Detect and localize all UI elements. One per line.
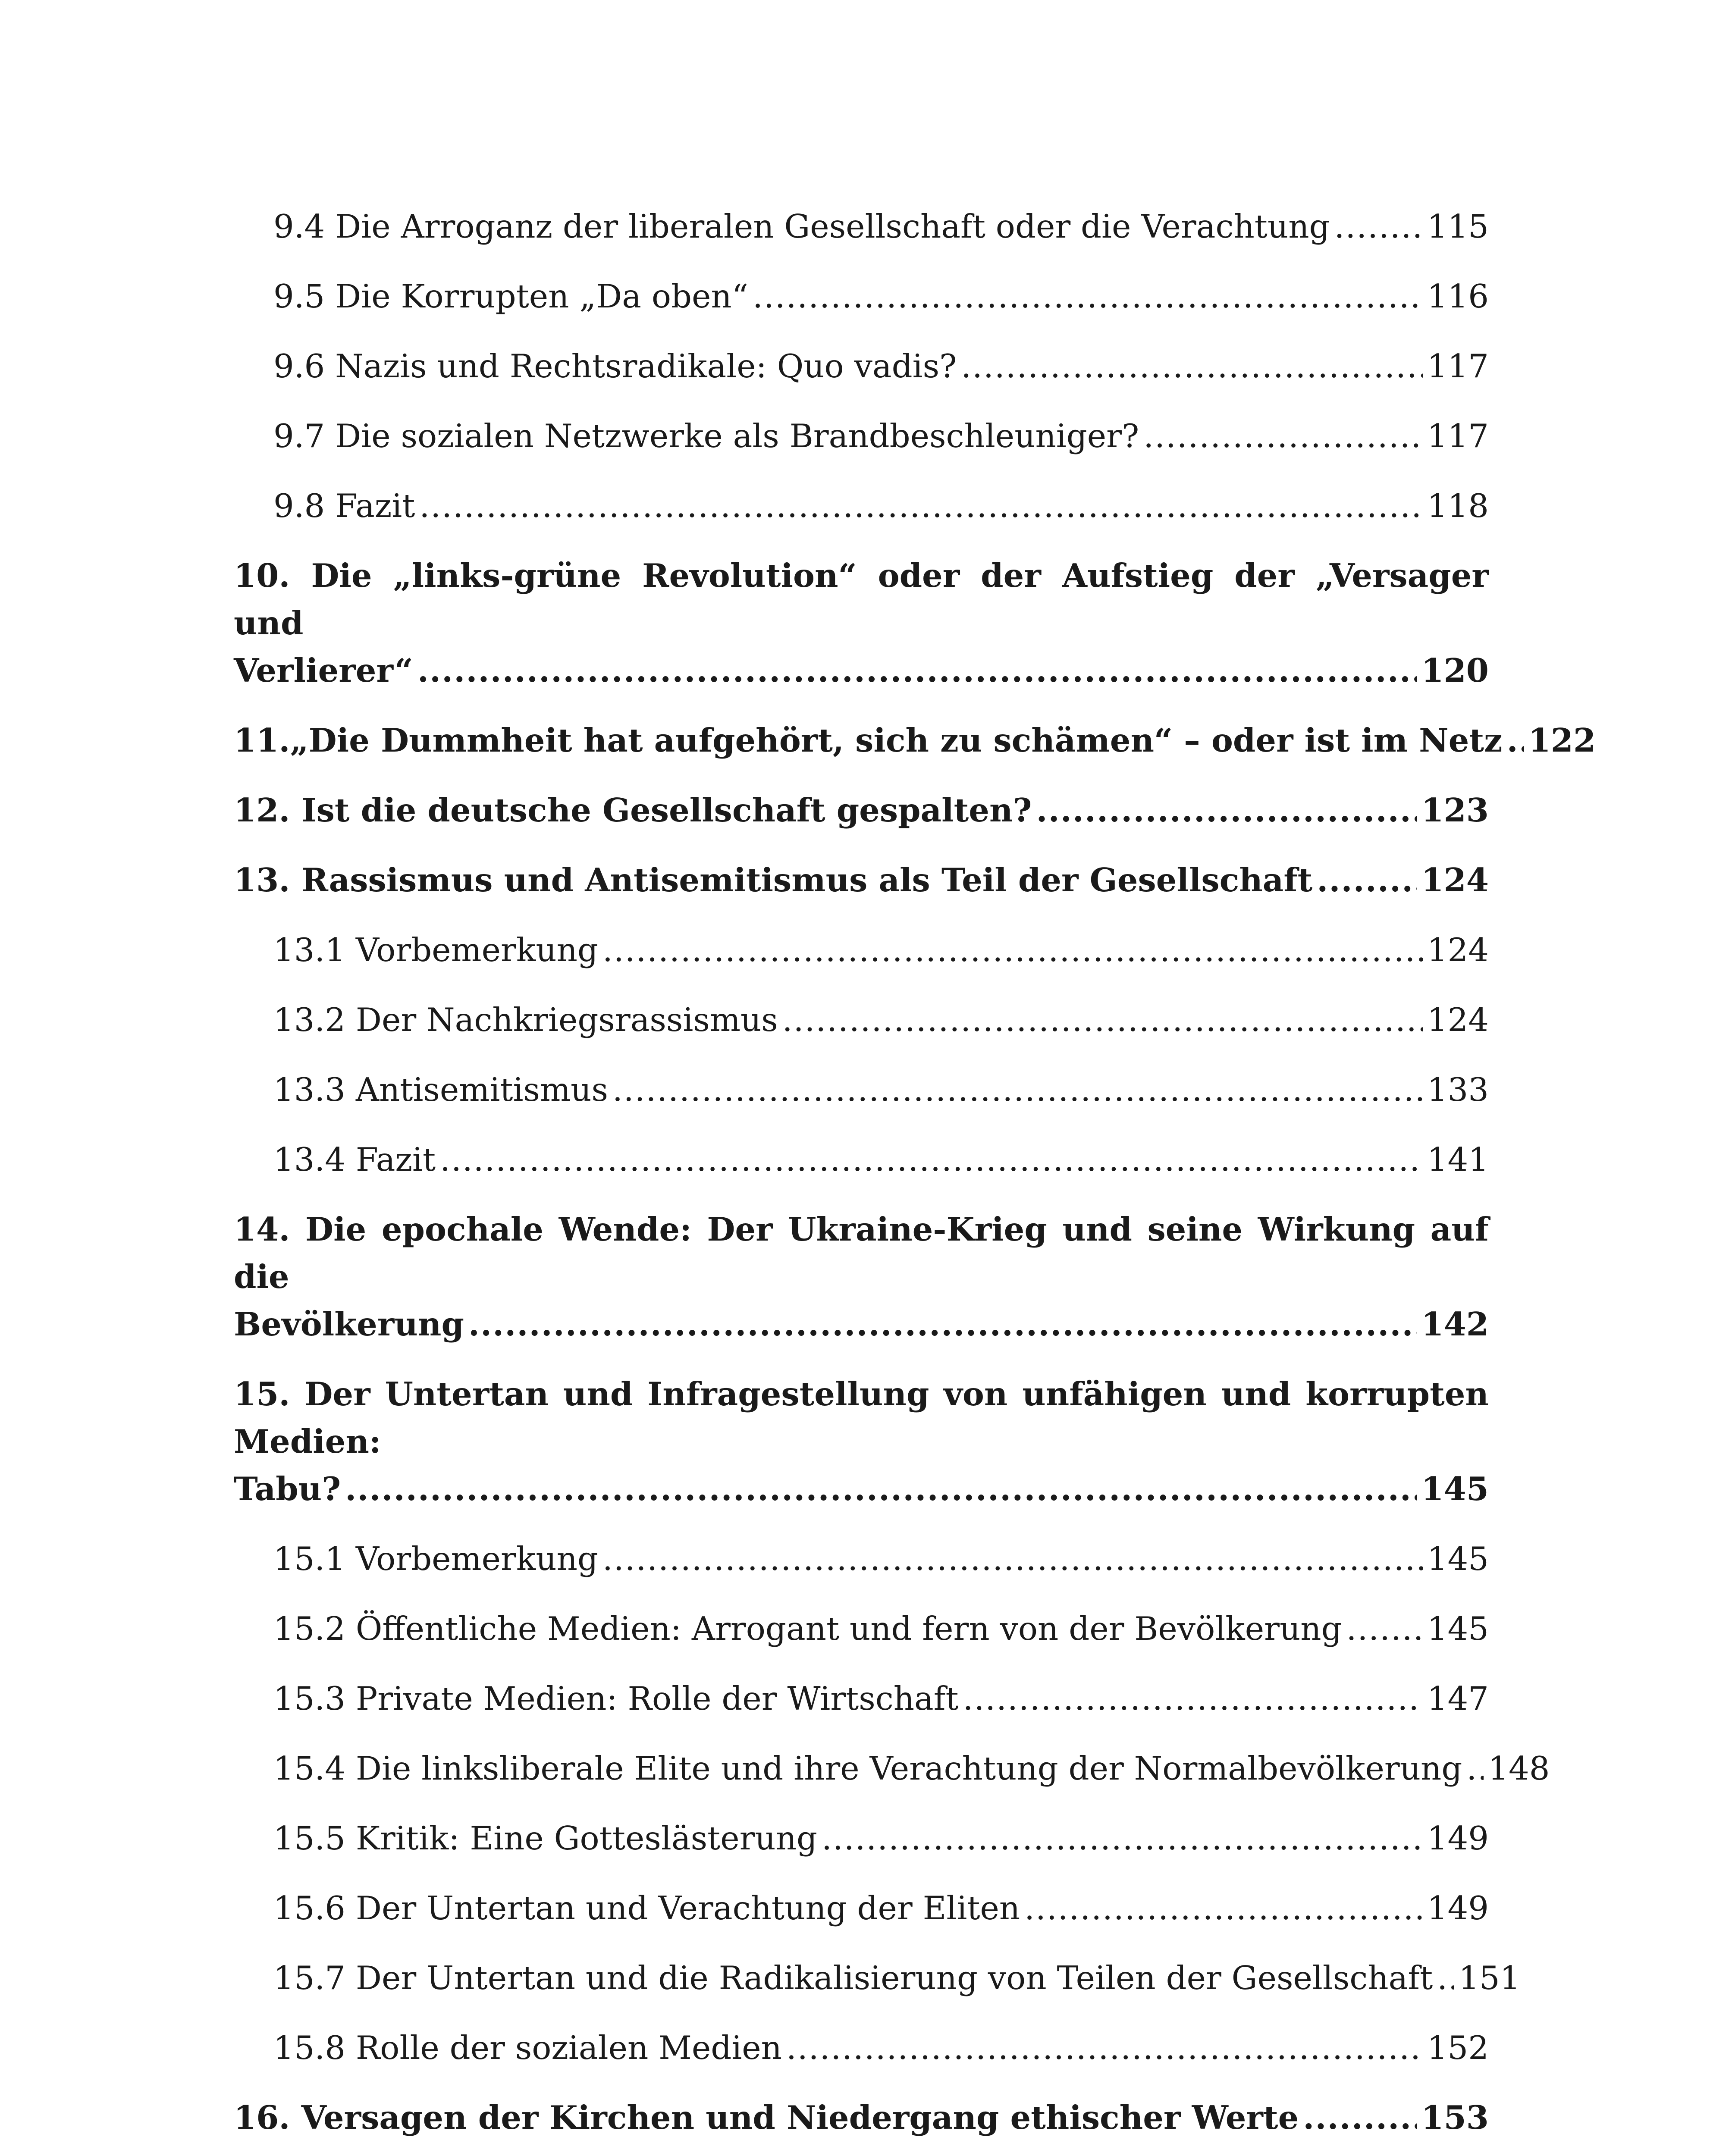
toc-entry-9-6[interactable] [234, 342, 1489, 390]
dot-leader [786, 2024, 1423, 2071]
toc-entry-page: 123 [1421, 791, 1489, 829]
dot-leader [419, 482, 1422, 530]
dot-leader [602, 1535, 1423, 1583]
toc-entry-page: 117 [1427, 347, 1489, 385]
toc-entry-11[interactable] [234, 717, 1596, 764]
toc-entry-15-6[interactable] [234, 1884, 1489, 1932]
toc-entry-page: 142 [1421, 1305, 1489, 1343]
toc-entry-9-8[interactable] [234, 482, 1489, 530]
toc-entry-title: 13.2 Der Nachkriegsrassismus [273, 1001, 778, 1039]
toc-entry-9-5[interactable] [234, 273, 1489, 320]
toc-entry-12[interactable] [234, 787, 1489, 834]
toc-entry-title-line2: Verlierer“ [234, 652, 413, 689]
toc-entry-page: 151 [1459, 1959, 1521, 1997]
toc-entry-15-8[interactable] [234, 2024, 1489, 2071]
dot-leader [1303, 2094, 1417, 2141]
dot-leader [602, 926, 1423, 974]
toc-entry-title-line1: 15. Der Untertan und Infragestellung von unfähigen und korrupten Medien: [234, 1375, 1489, 1460]
toc-entry-page: 120 [1421, 652, 1489, 689]
dot-leader [1507, 717, 1524, 764]
toc-entry-page: 133 [1427, 1071, 1489, 1109]
toc-entry-title: 9.5 Die Korrupten „Da oben“ [273, 277, 749, 315]
toc-entry-page: 149 [1427, 1819, 1489, 1857]
toc-entry-10[interactable] [234, 552, 1489, 694]
toc-entry-15-5[interactable] [234, 1814, 1489, 1862]
toc-entry-page: 124 [1427, 1001, 1489, 1039]
toc-entry-page: 145 [1421, 1470, 1489, 1508]
toc-entry-title: 13.4 Fazit [273, 1141, 436, 1178]
toc-entry-page: 148 [1488, 1749, 1550, 1787]
toc-entry-page: 147 [1427, 1680, 1489, 1717]
toc-entry-page: 124 [1427, 931, 1489, 969]
toc-entry-title: 13.3 Antisemitismus [273, 1071, 608, 1109]
toc-entry-page: 115 [1427, 207, 1489, 245]
toc-entry-title: 9.8 Fazit [273, 487, 415, 525]
dot-leader [440, 1136, 1423, 1183]
toc-entry-title: 15.4 Die linksliberale Elite und ihre Verachtung der Normalbevölkerung [273, 1749, 1462, 1787]
toc-entry-title: 16. Versagen der Kirchen und Niedergang ethischer Werte [234, 2099, 1299, 2137]
toc-entry-page: 149 [1427, 1889, 1489, 1927]
toc-entry-14[interactable] [234, 1206, 1489, 1348]
dot-leader [1036, 787, 1417, 834]
toc-entry-13-2[interactable] [234, 996, 1489, 1044]
toc-entry-title-line2: Bevölkerung [234, 1305, 464, 1343]
dot-leader [1346, 1605, 1423, 1652]
toc-entry-page: 122 [1528, 721, 1596, 759]
dot-leader [417, 647, 1417, 694]
toc-entry-13-3[interactable] [234, 1066, 1489, 1113]
toc-entry-9-7[interactable] [234, 412, 1489, 460]
toc-entry-15-4[interactable] [234, 1745, 1550, 1792]
toc-entry-title-line1: 10. Die „links-grüne Revolution“ oder der Aufstieg der „Versager und [234, 557, 1489, 642]
dot-leader [1317, 856, 1417, 904]
dot-leader [1437, 1954, 1454, 2002]
dot-leader [822, 1814, 1423, 1862]
toc-entry-title: 12. Ist die deutsche Gesellschaft gespalten? [234, 791, 1032, 829]
toc-entry-15-2[interactable] [234, 1605, 1489, 1652]
toc-entry-13-1[interactable] [234, 926, 1489, 974]
toc-entry-9-4[interactable] [234, 203, 1489, 250]
toc-entry-16[interactable] [234, 2094, 1489, 2141]
dot-leader [468, 1300, 1417, 1348]
table-of-contents [234, 203, 1596, 2156]
dot-leader [1466, 1745, 1484, 1792]
dot-leader [1143, 412, 1423, 460]
toc-entry-page: 116 [1427, 277, 1489, 315]
dot-leader [753, 273, 1423, 320]
toc-entry-page: 145 [1427, 1540, 1489, 1578]
toc-entry-15[interactable] [234, 1370, 1489, 1513]
toc-entry-title: 11.„Die Dummheit hat aufgehört, sich zu schämen“ – oder ist im Netz [234, 721, 1503, 759]
toc-entry-page: 117 [1427, 417, 1489, 455]
toc-entry-page: 153 [1421, 2099, 1489, 2137]
dot-leader [345, 1465, 1417, 1513]
toc-entry-title: 13. Rassismus und Antisemitismus als Teil der Gesellschaft [234, 861, 1313, 899]
toc-entry-15-1[interactable] [234, 1535, 1489, 1583]
dot-leader [782, 996, 1423, 1044]
toc-entry-title: 15.8 Rolle der sozialen Medien [273, 2029, 782, 2067]
dot-leader [963, 1675, 1423, 1722]
dot-leader [612, 1066, 1423, 1113]
toc-entry-title: 9.4 Die Arroganz der liberalen Gesellschaft oder die Verachtung [273, 207, 1330, 245]
toc-entry-page: 152 [1427, 2029, 1489, 2067]
dot-leader [1334, 203, 1423, 250]
toc-entry-title: 15.2 Öffentliche Medien: Arrogant und fern von der Bevölkerung [273, 1610, 1342, 1648]
toc-entry-15-7[interactable] [234, 1954, 1521, 2002]
toc-entry-title: 13.1 Vorbemerkung [273, 931, 598, 969]
toc-entry-title: 9.6 Nazis und Rechtsradikale: Quo vadis? [273, 347, 957, 385]
toc-entry-title: 15.5 Kritik: Eine Gotteslästerung [273, 1819, 818, 1857]
toc-entry-page: 118 [1427, 487, 1489, 525]
toc-entry-13[interactable] [234, 856, 1489, 904]
toc-entry-page: 145 [1427, 1610, 1489, 1648]
toc-entry-page: 124 [1421, 861, 1489, 899]
toc-entry-title: 15.1 Vorbemerkung [273, 1540, 598, 1578]
toc-entry-title-line2: Tabu? [234, 1470, 341, 1508]
toc-entry-title-line1: 14. Die epochale Wende: Der Ukraine-Krieg und seine Wirkung auf die [234, 1210, 1489, 1296]
toc-entry-page: 141 [1427, 1141, 1489, 1178]
toc-entry-title: 15.6 Der Untertan und Verachtung der Eliten [273, 1889, 1020, 1927]
toc-entry-13-4[interactable] [234, 1136, 1489, 1183]
toc-entry-title: 15.7 Der Untertan und die Radikalisierung von Teilen der Gesellschaft [273, 1959, 1433, 1997]
dot-leader [1024, 1884, 1423, 1932]
toc-entry-title: 15.3 Private Medien: Rolle der Wirtschaft [273, 1680, 959, 1717]
toc-entry-title: 9.7 Die sozialen Netzwerke als Brandbeschleuniger? [273, 417, 1139, 455]
dot-leader [961, 342, 1423, 390]
toc-entry-15-3[interactable] [234, 1675, 1489, 1722]
